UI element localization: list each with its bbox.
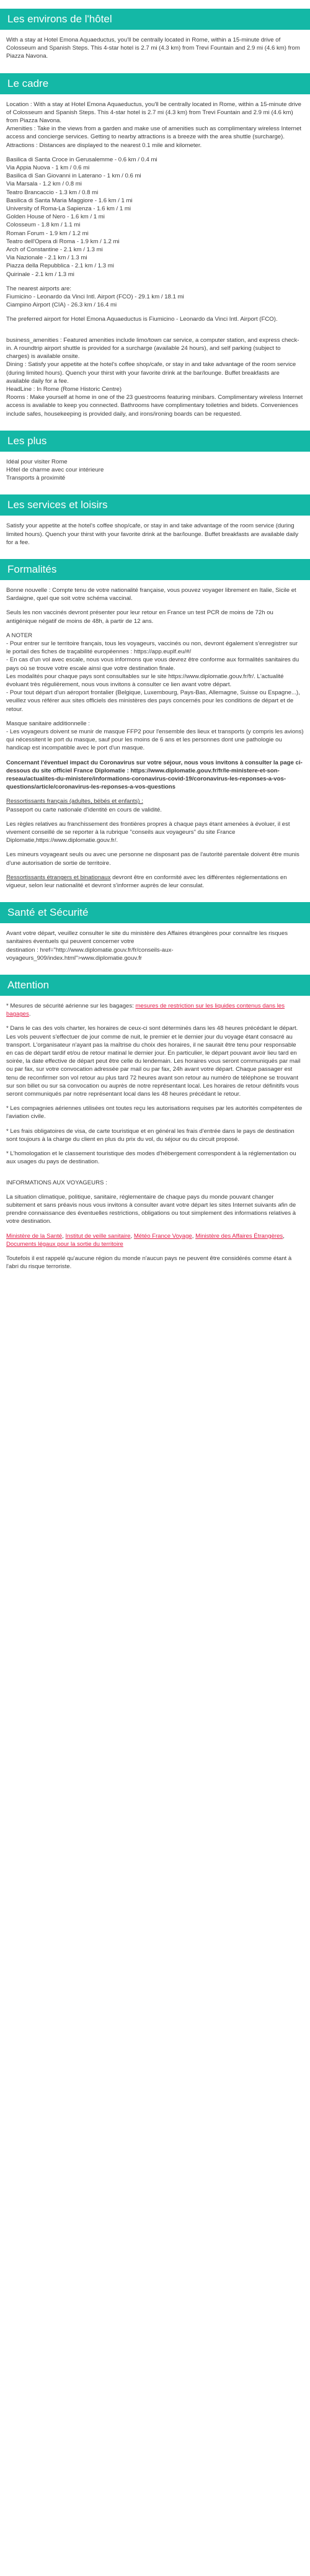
distance-item: Via Appia Nuova - 1 km / 0.6 mi — [6, 164, 90, 172]
link-meteo-france[interactable]: Météo France Voyage — [133, 1232, 192, 1240]
section-title-plus: Les plus — [0, 431, 310, 452]
section-body-plus — [0, 458, 310, 483]
anoter-heading: A NOTER — [6, 632, 33, 639]
distance-item: Via Marsala - 1.2 km / 0.8 mi — [6, 181, 82, 188]
link-ministere-sante[interactable]: Ministère de la Santé — [6, 1232, 63, 1240]
airport-item: Fiumicino - Leonardo da Vinci Intl. Airport (FCO) - 29.1 km / 18.1 mi — [6, 293, 184, 301]
airports-intro: The nearest airports are: — [6, 285, 72, 292]
cadre-dining: Dining : Satisfy your appetite at the hotel's coffee shop/cafe, or stay in and take advantage of the room service (during limited hours). Quench your thirst with your favorite drink at the bar/lounge. Buffet breakfasts are available daily for a fee. — [6, 361, 296, 385]
attention-p2: * Dans le cas des vols charter, les horaires de ceux-ci sont déterminés dans les 48 heures précédant le départ. Les vols peuvent s'effectuer de jour comme de nuit, le premier et le dernier jour du voyage étant consacré au transport. L'organisateur n'ayant pas la maîtrise du choix des horaires, il ne saurait être tenu pour responsable en cas de départ tardif et/ou de retour matinal le dernier jour. En particulier, le départ pouvant avoir lieu tard en soirée, la date effective de départ peut être celle du lendemain. Les horaires vous seront communiqués par mail ou par fax, sur votre convocation adressée par mail ou par fax, 24h avant votre départ. Chaque passager est tenu de reconfirmer son vol retour au plus tard 72 heures avant son retour au numéro de téléphone se trouvant sur son billet ou sur sa convocation ou auprès de notre représentant local. Les horaires de retour définitifs vous seront communiqués par notre représentant local dans les 48 heures précédant le retour. — [6, 1025, 301, 1098]
section-body-sante — [0, 929, 310, 962]
attention-p1-prefix: * Mesures de sécurité aérienne sur les bagages: — [6, 1003, 136, 1010]
section-title-sante: Santé et Sécurité — [0, 902, 310, 923]
ressortissants-etr-heading: Ressortissants étrangers et binationaux — [6, 874, 111, 881]
anoter-line: - Pour entrer sur le territoire français, tous les voyageurs, vaccinés ou non, devront également s'enregistrer sur le portail des fiches de traçabilité européennes : https://app.euplf.eu/#/ — [6, 640, 298, 656]
ressortissants-etr-text: devront être en conformité avec les différentes réglementations en vigueur, selon leur nationalité et devront s'informer auprès de leur consulat. — [6, 874, 287, 890]
link-veille-sanitaire[interactable]: Institut de veille sanitaire — [65, 1232, 131, 1240]
cadre-amenities: Amenities : Take in the views from a garden and make use of amenities such as complimentary wireless Internet access and concierge services. Getting to nearby attractions is a breeze with the area shuttle (surcharge). — [6, 125, 302, 141]
distance-item: Roman Forum - 1.9 km / 1.2 mi — [6, 230, 89, 237]
link-documents-legaux[interactable]: Documents légaux pour la sortie du territoire — [6, 1240, 123, 1248]
anoter-line: - Pour tout départ d'un aéroport frontalier (Belgique, Luxembourg, Pays-Bas, Allemagne, Suisse ou Espagne...), veuillez vous référer aux sites officiels des ministères des pays concernés pour les conditions de départ et de retour. — [6, 689, 300, 713]
cadre-location: Location : With a stay at Hotel Emona Aquaeductus, you'll be centrally located in Rome, within a 15-minute drive of Colosseum and Spanish Steps. This 4-star hotel is 2.7 mi (4.3 km) from Trevi Fountain and 2.9 mi (4.6 km) from Piazza Navona. — [6, 101, 301, 125]
attention-p1 — [6, 1002, 304, 1018]
distance-item: Via Nazionale - 2.1 km / 1.3 mi — [6, 254, 87, 262]
regles-text: Les règles relatives au franchissement des frontières propres à chaque pays étant amenées à évoluer, il est vivement conseillé de se reporter à la rubrique "conseils aux voyageurs" du site France Diplomatie,https://www.diplomatie.gouv.fr/. — [6, 820, 290, 844]
distance-item: Colosseum - 1.8 km / 1.1 mi — [6, 221, 81, 229]
loisirs-text: Satisfy your appetite at the hotel's coffee shop/cafe, or stay in and take advantage of the room service (during limited hours). Quench your thirst with your favorite drink at the bar/lounge. Buffet breakfasts are available daily for a fee. — [6, 522, 299, 546]
infos-heading: INFORMATIONS AUX VOYAGEURS : — [6, 1179, 107, 1186]
attention-p3: * Les compagnies aériennes utilisées ont toutes reçu les autorisations requises par les autorités compétentes de l'aviation civile. — [6, 1105, 303, 1120]
distance-item: University of Roma-La Sapienza - 1.6 km / 1 mi — [6, 205, 131, 213]
plus-item: Idéal pour visiter Rome — [6, 458, 68, 465]
distance-item: Basilica di Santa Maria Maggiore - 1.6 km / 1 mi — [6, 197, 133, 204]
mineurs-text: Les mineurs voyageant seuls ou avec une personne ne disposant pas de l'autorité parentale doivent être munis d'une autorisation de sortie de territoire. — [6, 851, 299, 867]
cadre-business: business_amenities : Featured amenities include limo/town car service, a computer station, and express check-in. A roundtrip airport shuttle is provided for a surcharge (available 24 hours), and self parking (subject to charges) is available onsite. — [6, 336, 299, 360]
section-body-formalites — [0, 586, 310, 890]
section-title-attention: Attention — [0, 975, 310, 996]
section-body-attention — [0, 1002, 310, 1271]
airport-item: Ciampino Airport (CIA) - 26.3 km / 16.4 mi — [6, 302, 117, 309]
anoter-line: - En cas d'un vol avec escale, nous vous informons que vous devrez être conforme aux formalités sanitaires du pays où se trouve votre escale ainsi que votre destination finale. — [6, 656, 299, 672]
distance-item: Teatro Brancaccio - 1.3 km / 0.8 mi — [6, 189, 99, 196]
attention-p4: * Les frais obligatoires de visa, de carte touristique et en général les frais d'entrée dans le pays de destination sont toujours à la charge du client en plus du prix du vol, du séjour ou du circuit proposé. — [6, 1127, 294, 1143]
ressortissants-fr-heading: Ressortissants français (adultes, bébés et enfants) : — [6, 798, 143, 805]
distance-item: Golden House of Nero - 1.6 km / 1 mi — [6, 213, 105, 221]
attention-p1-suffix: . — [29, 1011, 31, 1018]
ressortissants-fr-text: Passeport ou carte nationale d'identité en cours de validité. — [6, 806, 162, 813]
distance-item: Quirinale - 2.1 km / 1.3 mi — [6, 271, 74, 278]
coronavirus-notice: Concernant l'éventuel impact du Coronavirus sur votre séjour, nous vous invitons à consulter la page ci-dessous du site officiel France Diplomatie : https://www.diplomatie.gouv.fr/fr/le-ministere-et-son-reseau/actualites-du-ministere/informations-coronavirus-covid-19/coronavirus-les-reponses-a-vos-questions/article/coronavirus-les-reponses-a-vos-questions — [6, 759, 303, 791]
distance-item: Arch of Constantine - 2.1 km / 1.3 mi — [6, 246, 103, 254]
plus-item: Transports à proximité — [6, 475, 66, 482]
attention-footer: Toutefois il est rappelé qu'aucune région du monde n'aucun pays ne peuvent être considérés comme étant à l'abri du risque terroriste. — [6, 1254, 292, 1271]
masque-line: - Les voyageurs doivent se munir de masque FFP2 pour l'ensemble des lieux et transports (y compris les avions) qui nécessitent le port du masque, sauf pour les moins de 6 ans et les personnes dont une pathologie ou handicap est incompatible avec le port d'un masque. — [6, 728, 304, 752]
liquid-restrictions-link[interactable]: mesures de restriction sur les liquides contenus dans les bagages — [6, 1003, 285, 1018]
cadre-rooms: Rooms : Make yourself at home in one of the 23 guestrooms featuring minibars. Complimentary wireless Internet access is available to keep you connected. Bathrooms have complimentary toiletries and bidets. Conveniences include safes, housekeeping is provided daily, and irons/ironing boards can be requested. — [6, 394, 303, 418]
cadre-headline: HeadLine : In Rome (Rome Historic Centre) — [6, 385, 122, 393]
distance-item: Basilica di San Giovanni in Laterano - 1 km / 0.6 mi — [6, 172, 141, 180]
section-body-cadre — [0, 101, 310, 418]
preferred-airport: The preferred airport for Hotel Emona Aquaeductus is Fiumicino - Leonardo da Vinci Intl. Airport (FCO). — [6, 316, 278, 323]
infos-text: La situation climatique, politique, sanitaire, réglementaire de chaque pays du monde pouvant changer subitement et sans préavis nous vous invitons à consulter avant votre départ les sites Internet suivants afin de prendre connaissance des éventuelles restrictions, obligations ou tout simplement des informations relatives à votre destination. — [6, 1193, 296, 1225]
distance-item: Piazza della Repubblica - 2.1 km / 1.3 mi — [6, 262, 114, 270]
section-body-loisirs — [0, 522, 310, 547]
distance-item: Basilica di Santa Croce in Gerusalemme - 0.6 km / 0.4 mi — [6, 156, 157, 163]
section-title-environs: Les environs de l'hôtel — [0, 9, 310, 30]
link-affaires-etrangeres[interactable]: Ministère des Affaires Étrangères — [195, 1232, 283, 1240]
formalites-p1: Bonne nouvelle : Compte tenu de votre nationalité française, vous pouvez voyager librement en Italie, Sicile et Sardaigne, quel que soit votre schéma vaccinal. — [6, 586, 296, 602]
masque-line: Masque sanitaire additionnelle : — [6, 720, 90, 727]
section-title-formalites: Formalités — [0, 559, 310, 580]
sante-line: destination : href="http://www.diplomatie.gouv.fr/fr/conseils-aux-voyageurs_909/index.html">www.diplomatie.gouv.fr — [6, 946, 174, 962]
ressortissants-etr — [6, 874, 304, 890]
sante-line: Avant votre départ, veuillez consulter le site du ministère des Affaires étrangères pour connaître les risques sanitaires éventuels qui peuvent concerner votre — [6, 930, 288, 946]
plus-item: Hôtel de charme avec cour intérieure — [6, 466, 104, 473]
section-body-environs — [0, 36, 310, 61]
cadre-attractions-note: Attractions : Distances are displayed to the nearest 0.1 mile and kilometer. — [6, 141, 202, 149]
info-links: Ministère de la Santé, Institut de veille sanitaire, Météo France Voyage, Ministère des Affaires Étrangères, Documents légaux pour la sortie du territoire — [6, 1232, 285, 1248]
page — [0, 9, 310, 1271]
distance-list — [6, 156, 304, 279]
section-title-cadre: Le cadre — [0, 73, 310, 94]
attention-p5: * L'homologation et le classement touristique des modes d'hébergement correspondent à la réglementation ou aux usages du pays de destination. — [6, 1150, 296, 1166]
distance-item: Teatro dell'Opera di Roma - 1.9 km / 1.2 mi — [6, 238, 120, 245]
anoter-line: Les modalités pour chaque pays sont consultables sur le site https://www.diplomatie.gouv.fr/fr/. L'actualité évoluant très régulièrement, nous vous invitons à consulter ce lien avant votre départ. — [6, 673, 284, 688]
formalites-p2: Seuls les non vaccinés devront présenter pour leur retour en France un test PCR de moins de 72h ou antigénique négatif de moins de 48h, à partir de 12 ans. — [6, 609, 273, 625]
section-title-loisirs: Les services et loisirs — [0, 494, 310, 516]
environs-text: With a stay at Hotel Emona Aquaeductus, you'll be centrally located in Rome, within a 15-minute drive of Colosseum and Spanish Steps. This 4-star hotel is 2.7 mi (4.3 km) from Trevi Fountain and 2.9 mi (4.6 km) from Piazza Navona. — [6, 37, 300, 60]
